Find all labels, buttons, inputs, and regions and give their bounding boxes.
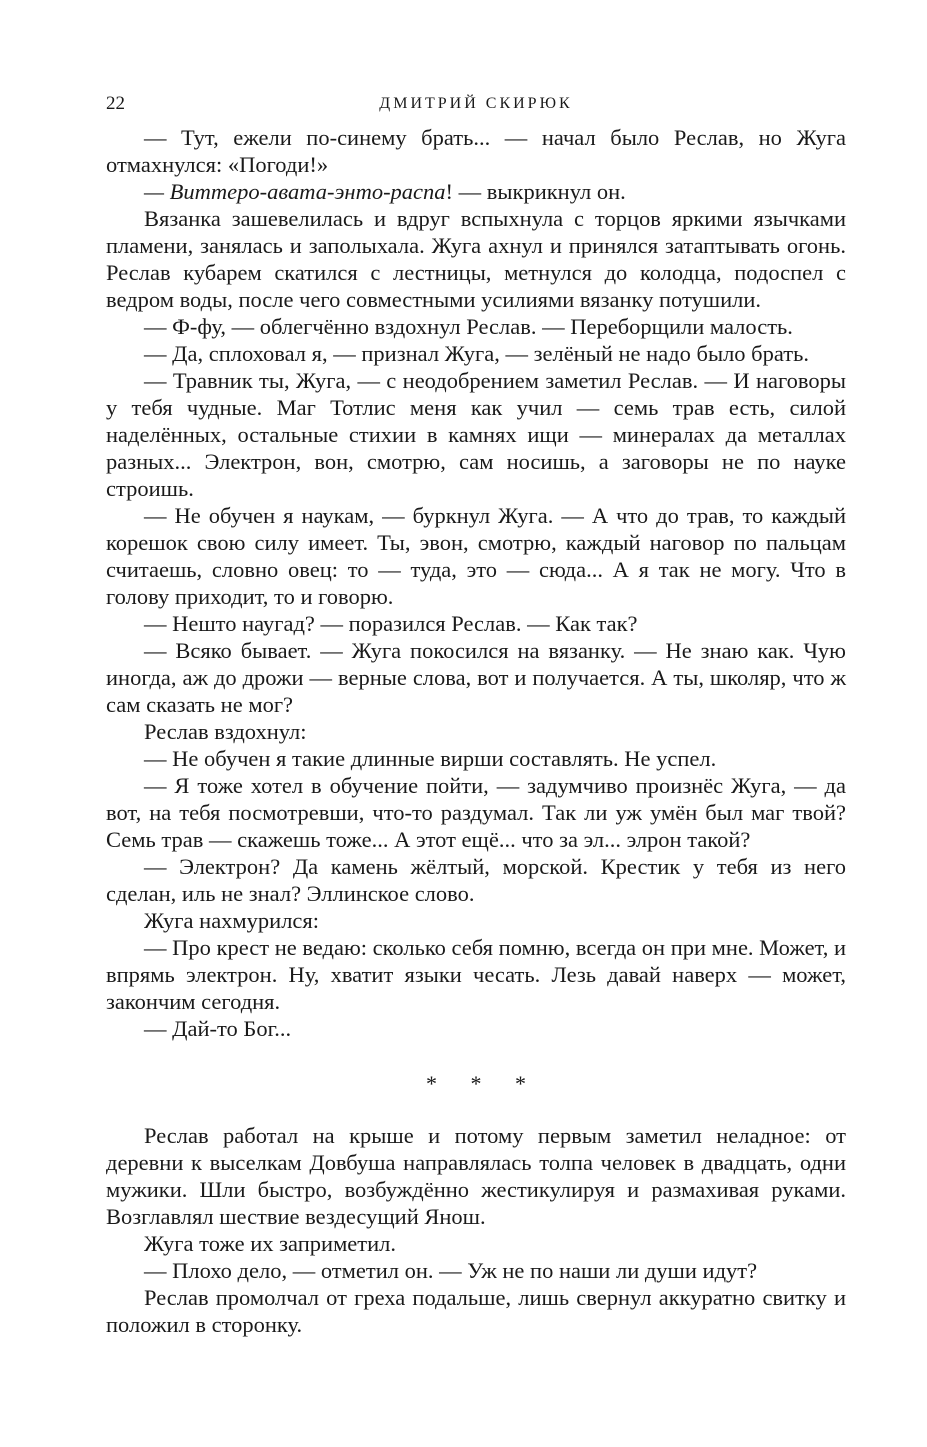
paragraph: — Всяко бывает. — Жуга покосился на вязанку. — Не знаю как. Чую иногда, аж до дрожи — верные слова, вот и получается. А ты, школяр, что ж сам сказать не мог? bbox=[106, 638, 846, 717]
paragraph: — Плохо дело, — отметил он. — Уж не по наши ли души идут? bbox=[144, 1258, 758, 1283]
book-page bbox=[106, 84, 846, 1338]
paragraph: — Нешто наугад? — поразился Реслав. — Как так? bbox=[144, 611, 638, 636]
paragraph: — Не обучен я наукам, — буркнул Жуга. — А что до трав, то каждый корешок свою силу имеет. Ты, эвон, смотрю, каждый наговор по пальцам считаешь, словно овец: то — туда, это — сюда... А я так не могу. Что в голову приходит, то и говорю. bbox=[106, 503, 846, 609]
page-number: 22 bbox=[106, 93, 125, 114]
paragraph: — Дай-то Бог... bbox=[144, 1016, 292, 1041]
paragraph bbox=[106, 178, 846, 205]
running-head-author: ДМИТРИЙ СКИРЮК bbox=[379, 95, 573, 112]
paragraph: — Тут, ежели по-синему брать... — начал было Реслав, но Жуга отмахнулся: «Погоди!» bbox=[106, 125, 846, 177]
incantation-text: — Виттеро-авата-энто-распа bbox=[144, 179, 446, 204]
paragraph: Вязанка зашевелилась и вдруг вспыхнула с торцов яркими язычками пламени, занялась и заполыхала. Жуга ахнул и принялся затаптывать огонь. Реслав кубарем скатился с лестницы, метнулся до колодца, подоспел с ведром воды, после чего совместными усилиями вязанку потушили. bbox=[106, 206, 846, 312]
paragraph: — Ф-фу, — облегчённо вздохнул Реслав. — Переборщили малость. bbox=[144, 314, 793, 339]
paragraph-text: ! — выкрикнул он. bbox=[445, 179, 626, 204]
paragraph: — Не обучен я такие длинные вирши составлять. Не успел. bbox=[144, 746, 717, 771]
body-text bbox=[106, 124, 846, 1338]
paragraph: Реслав вздохнул: bbox=[144, 719, 307, 744]
paragraph: — Про крест не ведаю: сколько себя помню, всегда он при мне. Может, и впрямь электрон. Ну, хватит языки чесать. Лезь давай наверх — может, закончим сегодня. bbox=[106, 935, 846, 1014]
running-head bbox=[106, 84, 846, 124]
paragraph: — Да, сплоховал я, — признал Жуга, — зелёный не надо было брать. bbox=[144, 341, 809, 366]
paragraph: Реслав промолчал от греха подальше, лишь свернул аккуратно свитку и положил в сторонку. bbox=[106, 1285, 846, 1337]
paragraph: — Электрон? Да камень жёлтый, морской. Крестик у тебя из него сделан, иль не знал? Эллинское слово. bbox=[106, 854, 846, 906]
paragraph: Жуга нахмурился: bbox=[144, 908, 320, 933]
paragraph: — Я тоже хотел в обучение пойти, — задумчиво произнёс Жуга, — да вот, на тебя посмотревши, что-то раздумал. Так ли уж умён был маг твой? Семь трав — скажешь тоже... А этот ещё... что за эл... элрон такой? bbox=[106, 773, 846, 852]
paragraph: Реслав работал на крыше и потому первым заметил неладное: от деревни к выселкам Довбуша направлялась толпа человек в двадцать, одни мужики. Шли быстро, возбуждённо жестикулируя и размахивая руками. Возглавлял шествие вездесущий Янош. bbox=[106, 1123, 846, 1229]
paragraph: — Травник ты, Жуга, — с неодобрением заметил Реслав. — И наговоры у тебя чудные. Маг Тотлис меня как учил — семь трав есть, силой наделённых, остальные стихии в камнях ищи — минералах да металлах разных... Электрон, вон, смотрю, сам носишь, а заговоры не по науке строишь. bbox=[106, 368, 846, 501]
paragraph: Жуга тоже их заприметил. bbox=[144, 1231, 397, 1256]
section-separator: * * * bbox=[426, 1071, 540, 1096]
